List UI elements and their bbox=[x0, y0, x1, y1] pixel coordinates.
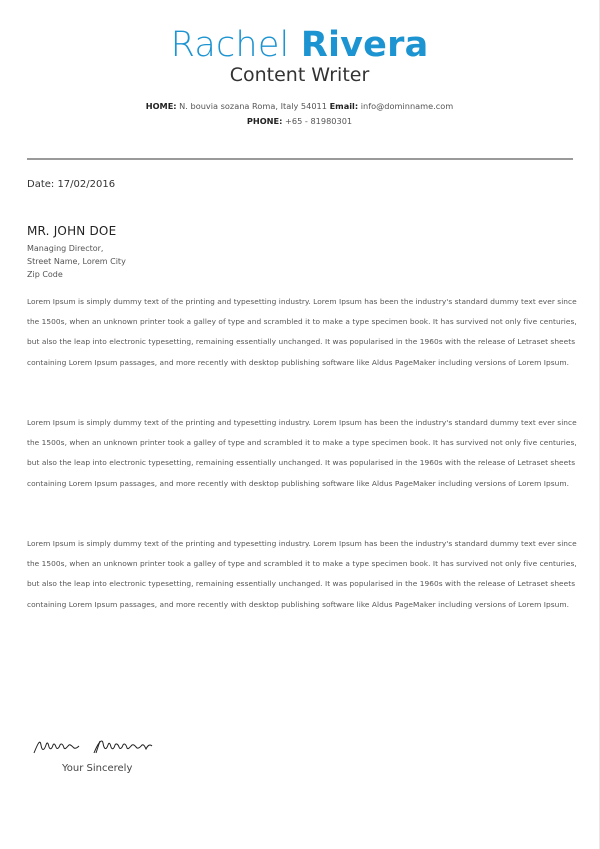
body-paragraph: Lorem Ipsum is simply dummy text of the printing and typesetting industry. Lorem Ipsum has been the industry's standard dummy text ever since the 1500s, when an unknown printer took a galley of type and scrambled it to make a type specimen book. It has survived not only five centuries, but also the leap into electronic typesetting, remaining essentially unchanged. It was popularised in the 1960s with the release of Letraset sheets containing Lorem Ipsum passages, and more recently with desktop publishing software like Aldus PageMaker including versions of Lorem Ipsum. bbox=[27, 297, 577, 367]
phone-value: +65 - 81980301 bbox=[285, 116, 353, 126]
header-divider bbox=[27, 158, 573, 160]
contact-line-address bbox=[0, 101, 599, 111]
signature-icon bbox=[32, 733, 167, 763]
closing-text: Your Sincerely bbox=[62, 763, 133, 774]
recipient-line: Zip Code bbox=[27, 270, 63, 279]
last-name: Rivera bbox=[300, 25, 429, 65]
email-value: info@dominname.com bbox=[360, 101, 454, 111]
contact-line-phone bbox=[0, 116, 599, 126]
body-paragraph: Lorem Ipsum is simply dummy text of the printing and typesetting industry. Lorem Ipsum has been the industry's standard dummy text ever since the 1500s, when an unknown printer took a galley of type and scrambled it to make a type specimen book. It has survived not only five centuries, but also the leap into electronic typesetting, remaining essentially unchanged. It was popularised in the 1960s with the release of Letraset sheets containing Lorem Ipsum passages, and more recently with desktop publishing software like Aldus PageMaker including versions of Lorem Ipsum. bbox=[27, 539, 577, 609]
applicant-name bbox=[0, 24, 599, 66]
phone-label: PHONE: bbox=[246, 116, 283, 126]
home-label: HOME: bbox=[145, 101, 177, 111]
recipient-line: Street Name, Lorem City bbox=[27, 257, 126, 266]
job-title: Content Writer bbox=[229, 64, 370, 86]
letter-date: Date: 17/02/2016 bbox=[27, 179, 116, 190]
recipient-name: MR. JOHN DOE bbox=[27, 224, 117, 238]
email-label: Email: bbox=[329, 101, 359, 111]
recipient-line: Managing Director, bbox=[27, 244, 104, 253]
home-value: N. bouvia sozana Roma, Italy 54011 bbox=[179, 101, 327, 111]
body-paragraph: Lorem Ipsum is simply dummy text of the printing and typesetting industry. Lorem Ipsum has been the industry's standard dummy text ever since the 1500s, when an unknown printer took a galley of type and scrambled it to make a type specimen book. It has survived not only five centuries, but also the leap into electronic typesetting, remaining essentially unchanged. It was popularised in the 1960s with the release of Letraset sheets containing Lorem Ipsum passages, and more recently with desktop publishing software like Aldus PageMaker including versions of Lorem Ipsum. bbox=[27, 418, 577, 488]
recipient-block bbox=[27, 224, 126, 281]
first-name: Rachel bbox=[170, 25, 290, 65]
